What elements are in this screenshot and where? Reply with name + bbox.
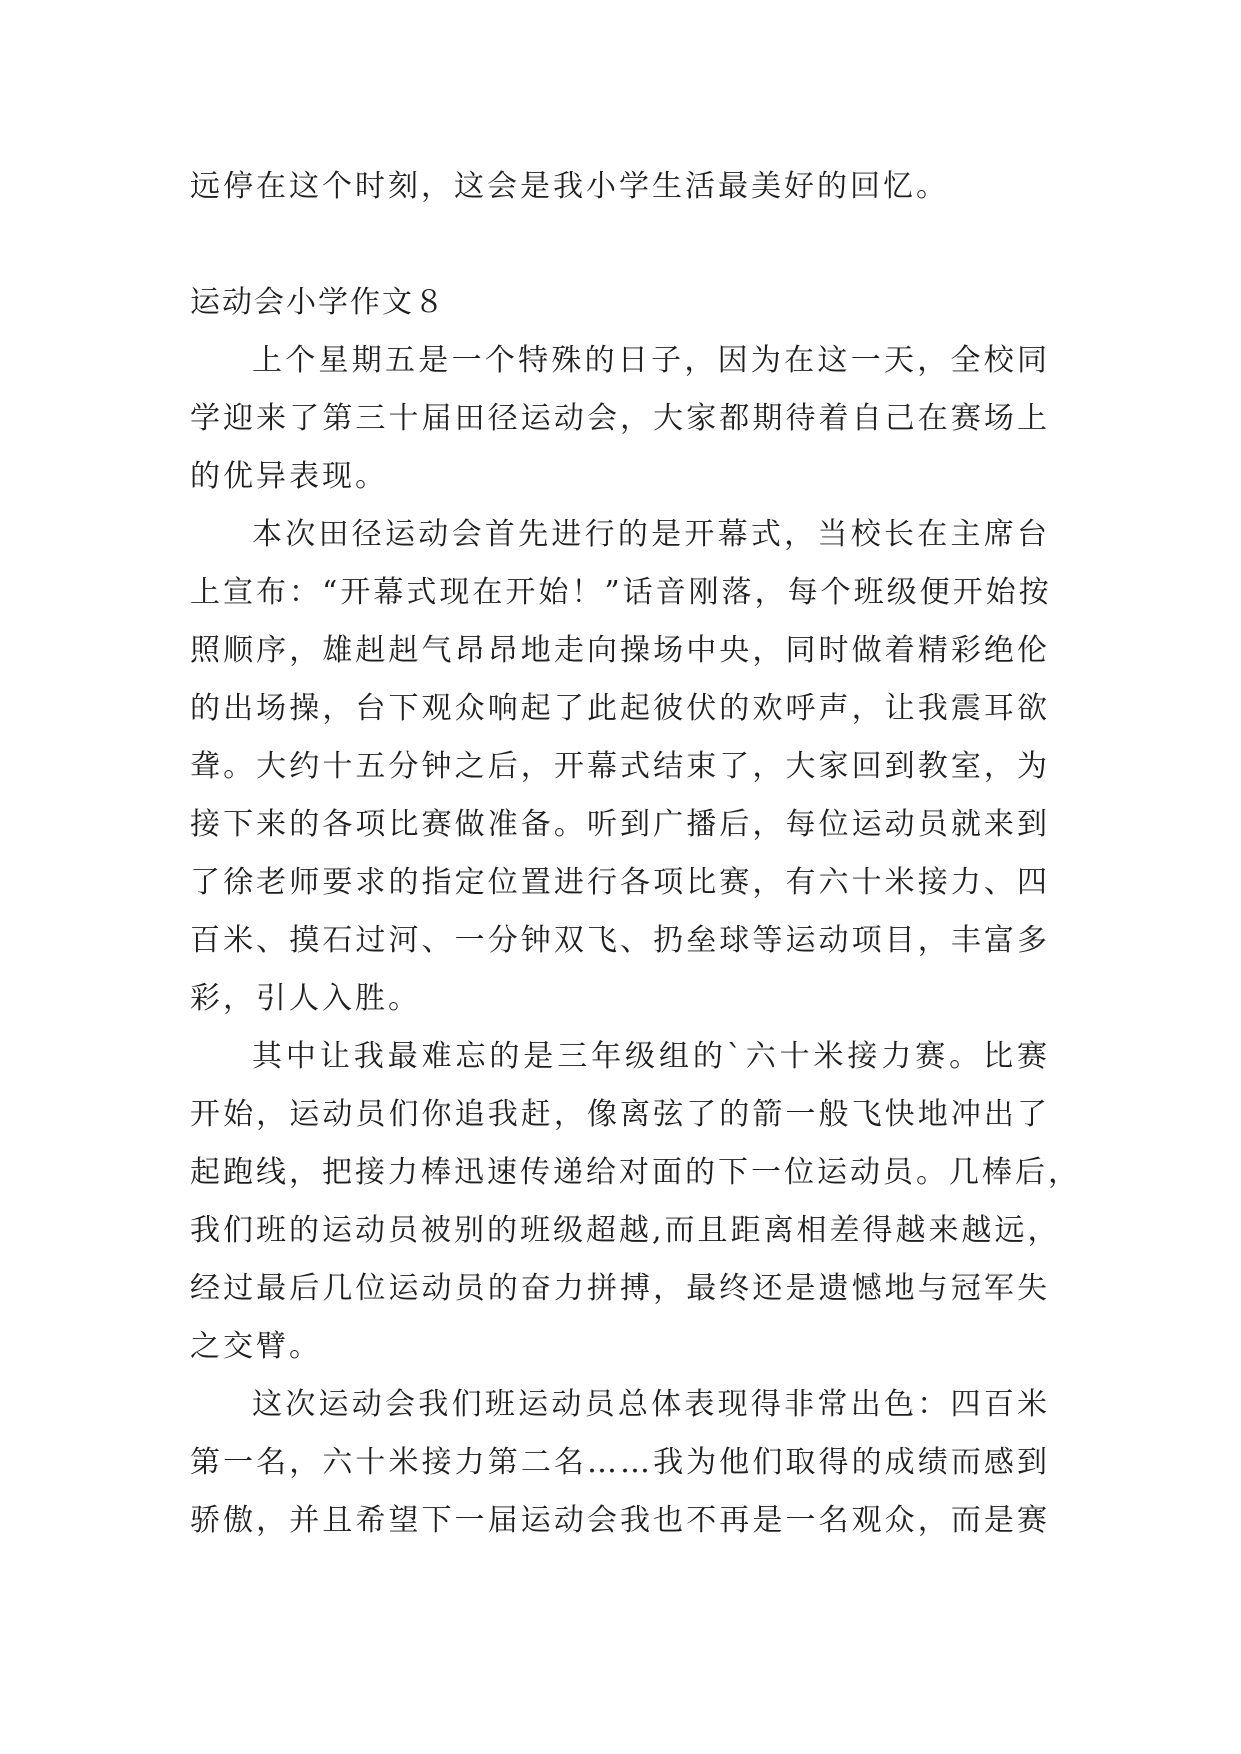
paragraph-2 — [190, 506, 1050, 1028]
paragraph-line: 接下来的各项比赛做准备。听到广播后，每位运动员就来到 — [190, 807, 1050, 842]
paragraph-line: 我们班的运动员被别的班级超越,而且距离相差得越来越远， — [190, 1213, 1061, 1248]
paragraph-line: 上个星期五是一个特殊的日子，因为在这一天，全校同 — [252, 343, 1050, 378]
paragraph-line: 开始，运动员们你追我赶，像离弦了的箭一般飞快地冲出了 — [190, 1097, 1050, 1132]
paragraph-line: 彩，引人入胜。 — [190, 981, 421, 1016]
paragraph-line: 学迎来了第三十届田径运动会，大家都期待着自己在赛场上 — [190, 401, 1050, 436]
paragraph-line: 的出场操，台下观众响起了此起彼伏的欢呼声，让我震耳欲 — [190, 691, 1050, 726]
essay-heading: 运动会小学作文８ — [190, 285, 446, 320]
paragraph-line: 照顺序，雄赳赳气昂昂地走向操场中央，同时做着精彩绝伦 — [190, 633, 1050, 668]
document-body — [190, 158, 1081, 1550]
paragraph-1 — [190, 332, 1050, 506]
paragraph-line: 骄傲，并且希望下一届运动会我也不再是一名观众，而是赛 — [190, 1503, 1050, 1538]
paragraph-line: 这次运动会我们班运动员总体表现得非常出色：四百米 — [252, 1387, 1050, 1422]
paragraph-line: 之交臂。 — [190, 1329, 322, 1364]
paragraph-3 — [190, 1028, 1081, 1376]
paragraph-line: 的优异表现。 — [190, 459, 388, 494]
paragraph-line: 上宣布：“开幕式现在开始！”话音刚落，每个班级便开始按 — [190, 575, 1052, 610]
paragraph-line: 百米、摸石过河、一分钟双飞、扔垒球等运动项目，丰富多 — [190, 923, 1050, 958]
paragraph-line: 聋。大约十五分钟之后，开幕式结束了，大家回到教室，为 — [190, 749, 1050, 784]
paragraph-line: 经过最后几位运动员的奋力拼搏，最终还是遗憾地与冠军失 — [190, 1271, 1050, 1306]
paragraph-line: 其中让我最难忘的是三年级组的`六十米接力赛。比赛 — [252, 1039, 1050, 1074]
paragraph-line: 本次田径运动会首先进行的是开幕式，当校长在主席台 — [252, 517, 1050, 552]
lead-line: 远停在这个时刻，这会是我小学生活最美好的回忆。 — [190, 169, 949, 204]
paragraph-4 — [190, 1376, 1050, 1550]
paragraph-line: 起跑线，把接力棒迅速传递给对面的下一位运动员。几棒后， — [190, 1155, 1081, 1190]
paragraph-line: 第一名，六十米接力第二名……我为他们取得的成绩而感到 — [190, 1445, 1050, 1480]
paragraph-line: 了徐老师要求的指定位置进行各项比赛，有六十米接力、四 — [190, 865, 1050, 900]
